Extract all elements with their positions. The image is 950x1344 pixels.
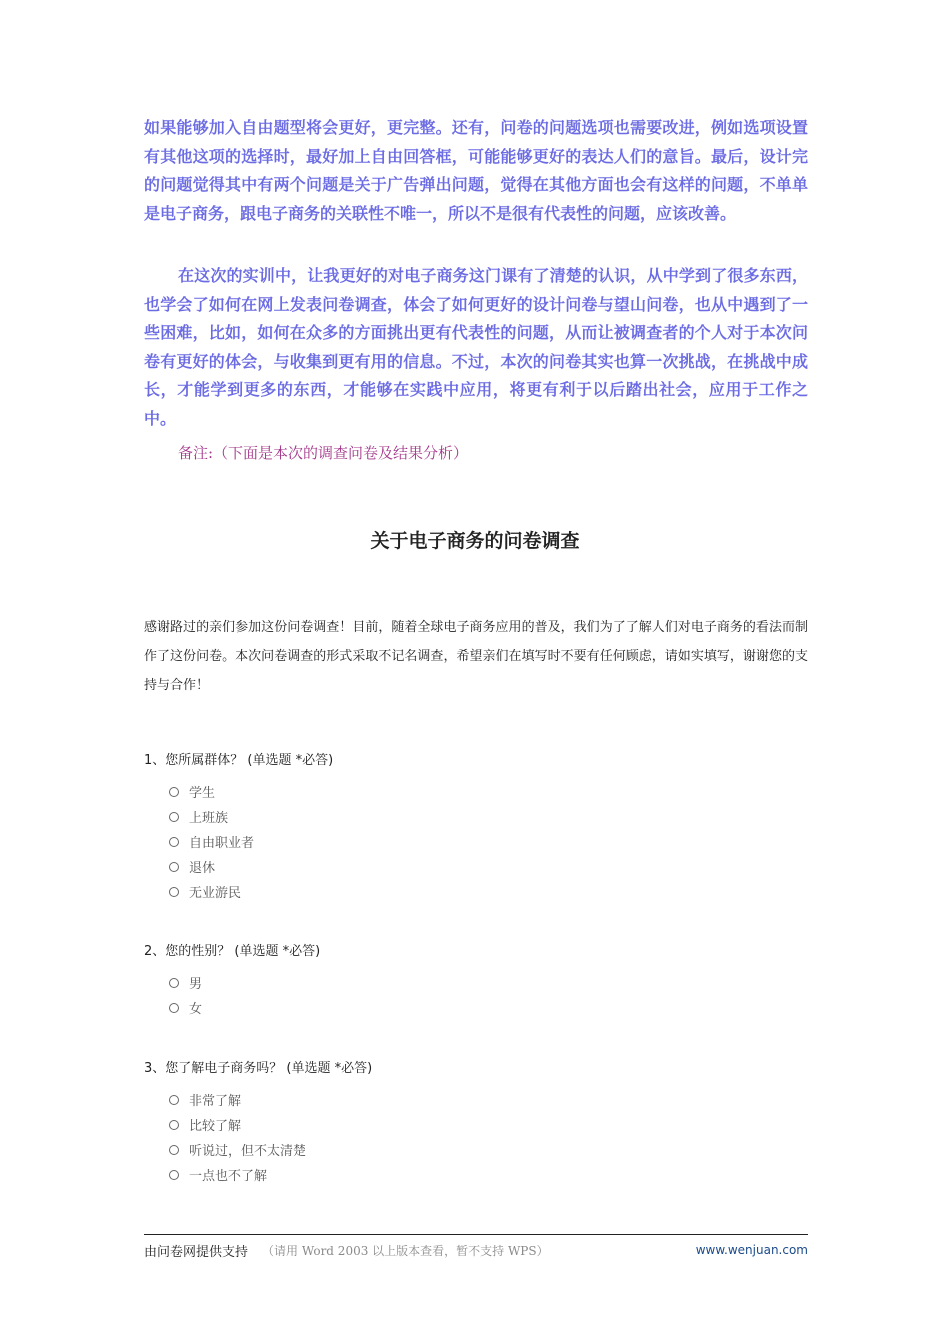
footer-note: （请用 Word 2003 以上版本查看，暂不支持 WPS） bbox=[262, 1243, 549, 1258]
radio-icon[interactable] bbox=[169, 1003, 179, 1013]
radio-icon[interactable] bbox=[169, 887, 179, 897]
option-not-familiar[interactable] bbox=[169, 1162, 804, 1187]
option-label: 女 bbox=[189, 1002, 203, 1017]
option-fairly-familiar[interactable] bbox=[169, 1112, 804, 1137]
radio-icon[interactable] bbox=[169, 837, 179, 847]
option-label: 无业游民 bbox=[189, 886, 242, 901]
radio-icon[interactable] bbox=[169, 978, 179, 988]
question-1 bbox=[144, 751, 804, 904]
option-label: 听说过，但不太清楚 bbox=[189, 1144, 307, 1159]
option-label: 非常了解 bbox=[189, 1094, 242, 1109]
question-2 bbox=[144, 942, 804, 1020]
survey-title: 关于电子商务的问卷调查 bbox=[370, 530, 580, 552]
option-unemployed[interactable] bbox=[169, 879, 804, 904]
option-label: 自由职业者 bbox=[189, 836, 255, 851]
radio-icon[interactable] bbox=[169, 1120, 179, 1130]
radio-icon[interactable] bbox=[169, 812, 179, 822]
question-title: 2、您的性别？ (单选题 *必答) bbox=[144, 944, 321, 959]
option-heard-of[interactable] bbox=[169, 1137, 804, 1162]
option-label: 上班族 bbox=[189, 811, 229, 826]
option-very-familiar[interactable] bbox=[169, 1087, 804, 1112]
option-office-worker[interactable] bbox=[169, 804, 804, 829]
question-3 bbox=[144, 1059, 804, 1187]
option-label: 学生 bbox=[189, 786, 216, 801]
survey-intro: 感谢路过的亲们参加这份问卷调查！目前，随着全球电子商务应用的普及，我们为了了解人们对电子商务的看法而制作了这份问卷。本次问卷调查的形式采取不记名调查，希望亲们在填写时不要有任何顾虑，请如实填写，谢谢您的支持与合作！ bbox=[144, 620, 808, 693]
footer-url-link[interactable]: www.wenjuan.com bbox=[695, 1243, 808, 1257]
radio-icon[interactable] bbox=[169, 1145, 179, 1155]
note-text: 备注:（下面是本次的调查问卷及结果分析） bbox=[178, 444, 469, 462]
option-student[interactable] bbox=[169, 779, 804, 804]
radio-icon[interactable] bbox=[169, 787, 179, 797]
option-label: 男 bbox=[189, 977, 203, 992]
question-title: 1、您所属群体？ (单选题 *必答) bbox=[144, 753, 334, 768]
summary-paragraph-1: 如果能够加入自由题型将会更好，更完整。还有，问卷的问题选项也需要改进，例如选项设置有其他这项的选择时，最好加上自由回答框，可能能够更好的表达人们的意旨。最后，设计完的问题觉得其中有两个问题是关于广告弹出问题，觉得在其他方面也会有这样的问题，不单单是电子商务，跟电子商务的关联性不唯一，所以不是很有代表性的问题，应该改善。 bbox=[144, 118, 808, 223]
footer-divider bbox=[144, 1234, 808, 1235]
footer bbox=[144, 1240, 808, 1260]
option-label: 比较了解 bbox=[189, 1119, 242, 1134]
option-retired[interactable] bbox=[169, 854, 804, 879]
radio-icon[interactable] bbox=[169, 1095, 179, 1105]
option-freelancer[interactable] bbox=[169, 829, 804, 854]
option-male[interactable] bbox=[169, 970, 804, 995]
option-label: 退休 bbox=[189, 861, 216, 876]
question-title: 3、您了解电子商务吗？ (单选题 *必答) bbox=[144, 1061, 373, 1076]
option-label: 一点也不了解 bbox=[189, 1169, 268, 1184]
footer-provider: 由问卷网提供支持 bbox=[144, 1244, 249, 1260]
radio-icon[interactable] bbox=[169, 1170, 179, 1180]
option-female[interactable] bbox=[169, 995, 804, 1020]
radio-icon[interactable] bbox=[169, 862, 179, 872]
summary-paragraph-2: 在这次的实训中，让我更好的对电子商务这门课有了清楚的认识，从中学到了很多东西，也学会了如何在网上发表问卷调查，体会了如何更好的设计问卷与望山问卷，也从中遇到了一些困难，比如，如何在众多的方面挑出更有代表性的问题，从而让被调查者的个人对于本次问卷有更好的体会，与收集到更有用的信息。不过，本次的问卷其实也算一次挑战，在挑战中成长，才能学到更多的东西，才能够在实践中应用，将更有利于以后踏出社会，应用于工作之中。 bbox=[144, 266, 808, 428]
